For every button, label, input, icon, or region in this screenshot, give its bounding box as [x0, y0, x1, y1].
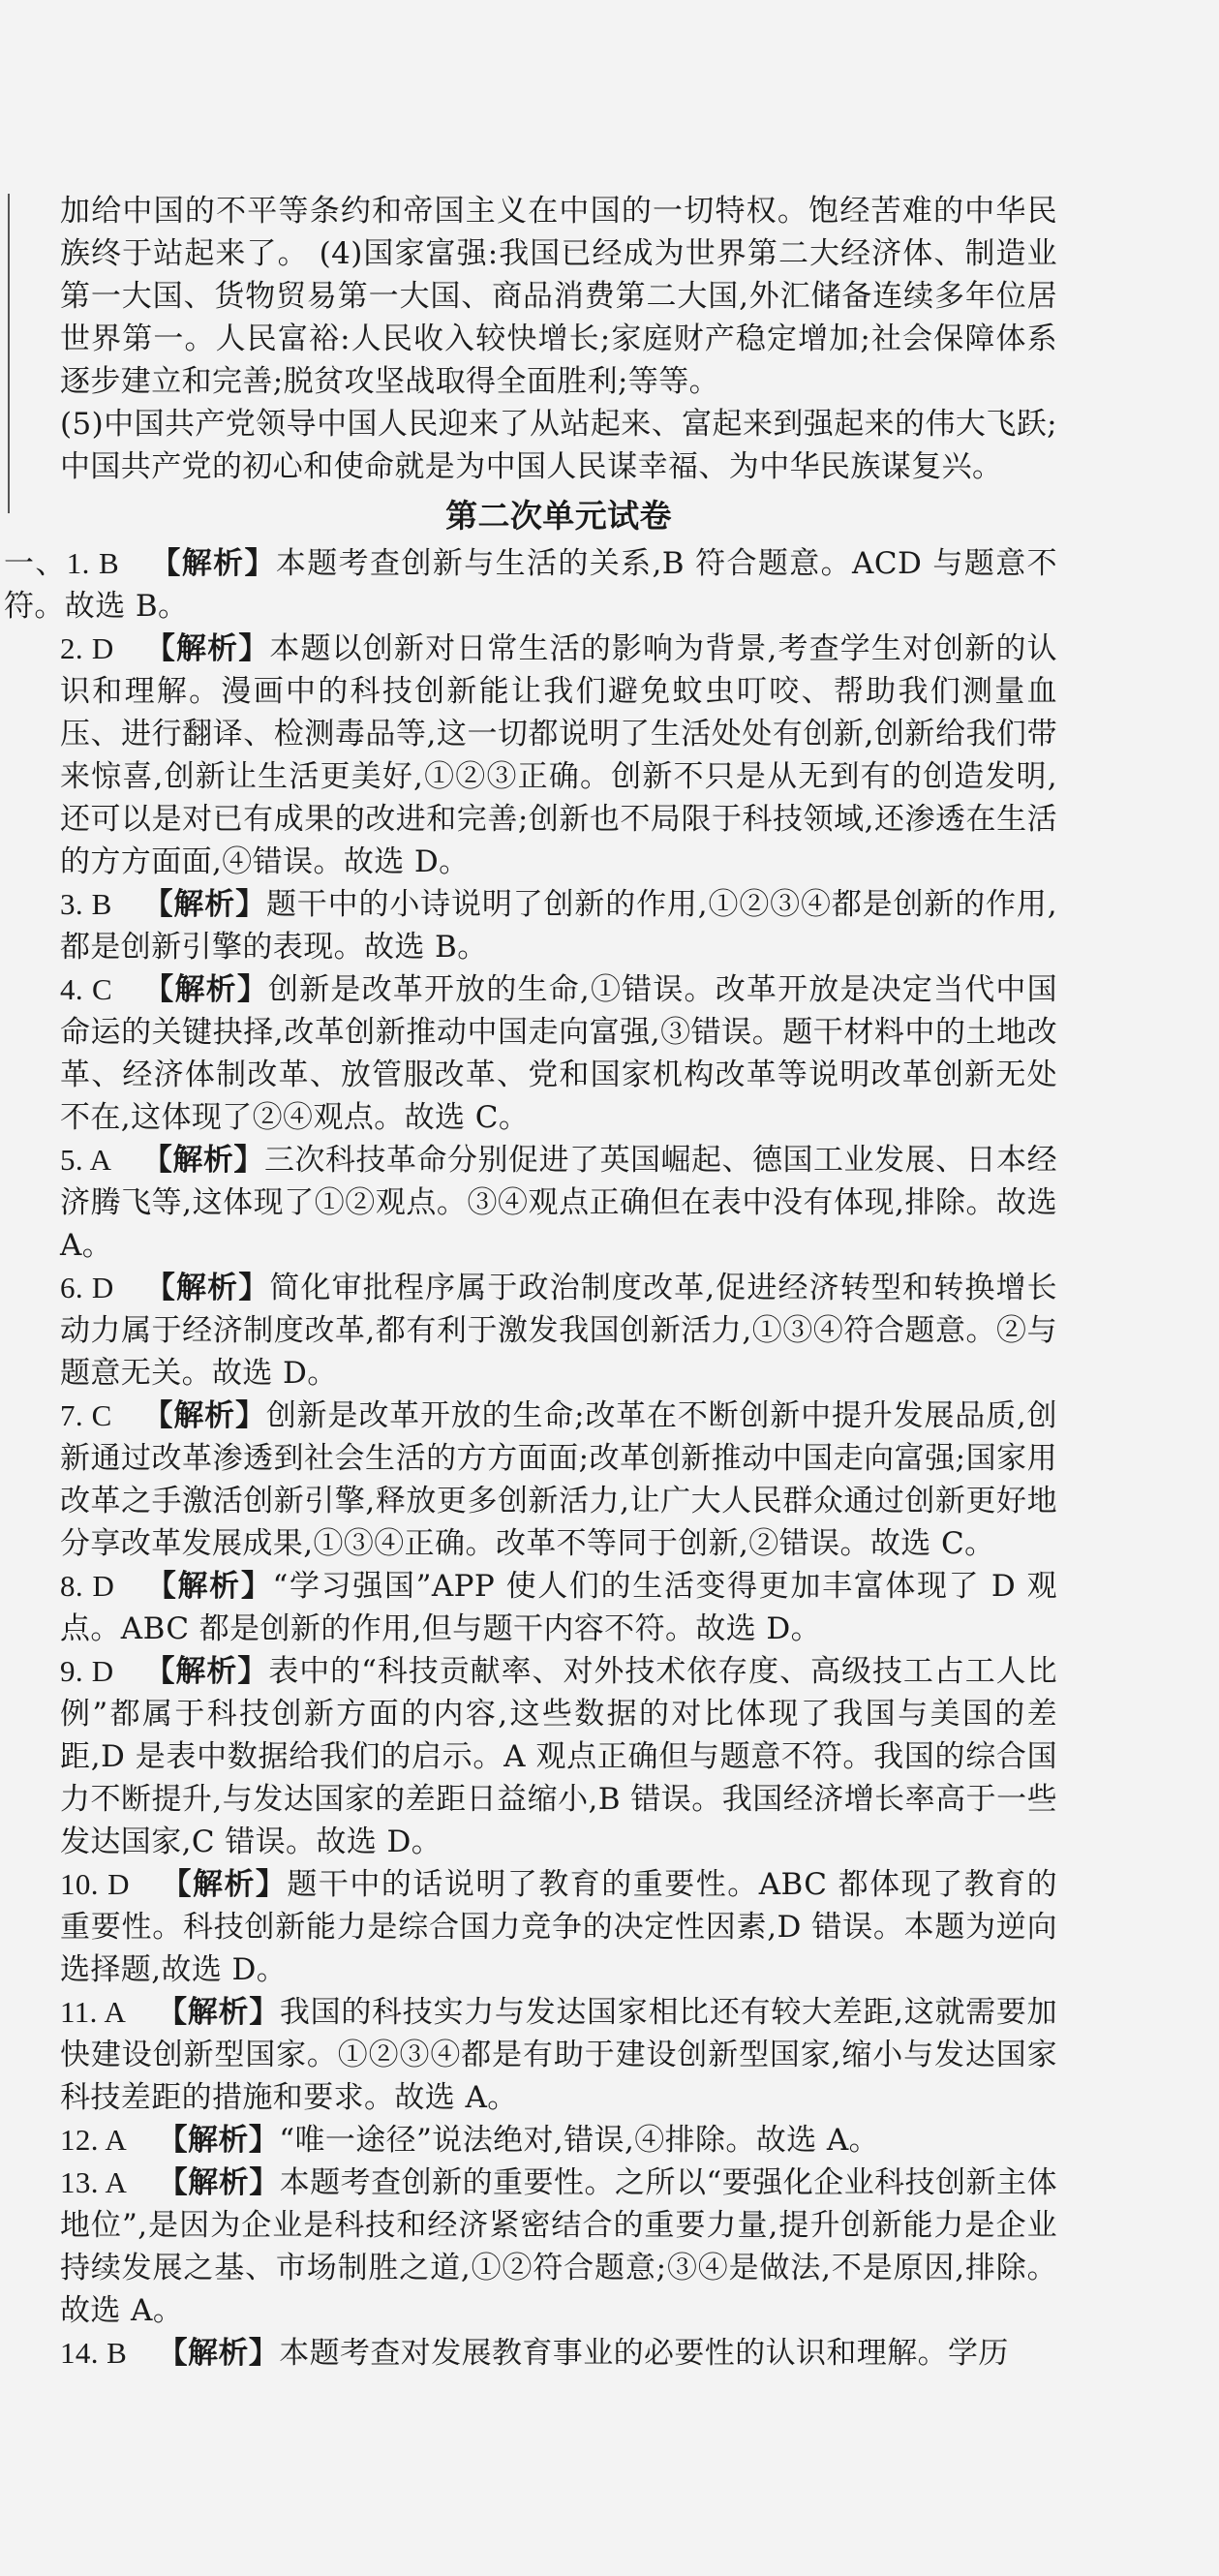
- analysis-tag: 【解析】: [144, 1569, 273, 1604]
- answer-item: [60, 968, 1057, 1139]
- answer-text: 本题考查创新与生活的关系,B 符合题意。ACD 与题意不符。故选 B。: [4, 546, 1057, 624]
- answer-number: 7. C: [60, 1398, 112, 1432]
- answer-item: [60, 1650, 1057, 1863]
- analysis-tag: 【解析】: [157, 2336, 280, 2371]
- answer-text: 三次科技革命分别促进了英国崛起、德国工业发展、日本经济腾飞等,这体现了①②观点。③④观点正确但在表中没有体现,排除。故选 A。: [60, 1143, 1057, 1263]
- answer-content: [4, 190, 1058, 2375]
- analysis-tag: 【解析】: [142, 1398, 266, 1433]
- analysis-tag: 【解析】: [144, 631, 270, 666]
- analysis-tag: 【解析】: [144, 1271, 270, 1305]
- analysis-tag: 【解析】: [156, 1995, 280, 2030]
- analysis-tag: 【解析】: [160, 1867, 288, 1902]
- answer-number: 10. D: [60, 1867, 130, 1901]
- answer-text: 本题考查对发展教育事业的必要性的认识和理解。学历: [279, 2336, 1009, 2371]
- margin-rule: [8, 194, 10, 513]
- answer-item: [60, 2162, 1057, 2332]
- intro-paragraph: (5)中国共产党领导中国人民迎来了从站起来、富起来到强起来的伟大飞跃;中国共产党的初心和使命就是为中国人民谋幸福、为中华民族谋复兴。: [60, 407, 1057, 484]
- answer-number: 3. B: [60, 887, 112, 921]
- answer-number: 9. D: [60, 1654, 114, 1688]
- answer-item: [60, 2119, 1057, 2162]
- answer-text: 题干中的小诗说明了创新的作用,①②③④都是创新的作用,都是创新引擎的表现。故选 B。: [60, 887, 1058, 965]
- answer-item: [60, 883, 1057, 968]
- answer-number: 12. A: [60, 2123, 128, 2157]
- answer-text: 本题以创新对日常生活的影响为背景,考查学生对创新的认识和理解。漫画中的科技创新能让我们避免蚊虫叮咬、帮助我们测量血压、进行翻译、检测毒品等,这一切都说明了生活处处有创新,创新给我们带来惊喜,创新让生活更美好,①②③正确。创新不只是从无到有的创造发明,还可以是对已有成果的改进和完善;创新也不局限于科技领域,还渗透在生活的方方面面,④错误。故选 D。: [60, 631, 1057, 879]
- analysis-tag: 【解析】: [141, 1143, 264, 1178]
- analysis-tag: 【解析】: [142, 887, 266, 922]
- answer-item: [4, 542, 1057, 628]
- answer-item: [60, 1991, 1057, 2119]
- answer-number: 6. D: [60, 1271, 114, 1304]
- answer-text: 本题考查创新的重要性。之所以“要强化企业科技创新主体地位”,是因为企业是科技和经济紧密结合的重要力量,提升创新能力是企业持续发展之基、市场制胜之道,①②符合题意;③④是做法,不是原因,排除。故选 A。: [60, 2165, 1057, 2328]
- answer-text: 创新是改革开放的生命;改革在不断创新中提升发展品质,创新通过改革渗透到社会生活的方方面面;改革创新推动中国走向富强;国家用改革之手激活创新引擎,释放更多创新活力,让广大人民群众通过创新更好地分享改革发展成果,①③④正确。改革不等同于创新,②错误。故选 C。: [60, 1398, 1057, 1561]
- answer-item: [60, 628, 1057, 883]
- section-title: 第二次单元试卷: [445, 497, 672, 535]
- answer-text: 我国的科技实力与发达国家相比还有较大差距,这就需要加快建设创新型国家。①②③④都是有助于建设创新型国家,缩小与发达国家科技差距的措施和要求。故选 A。: [60, 1995, 1057, 2115]
- answer-text: “学习强国”APP 使人们的生活变得更加丰富体现了 D 观点。ABC 都是创新的作用,但与题干内容不符。故选 D。: [60, 1569, 1057, 1646]
- answer-item: [60, 1395, 1057, 1565]
- answer-number: 5. A: [60, 1143, 112, 1177]
- answer-item: [60, 1139, 1057, 1267]
- answer-item: [60, 1565, 1057, 1650]
- answer-number: 8. D: [60, 1569, 115, 1603]
- answer-number: 14. B: [60, 2336, 128, 2370]
- answer-number: 13. A: [60, 2165, 128, 2199]
- analysis-tag: 【解析】: [157, 2165, 280, 2200]
- analysis-tag: 【解析】: [143, 1654, 269, 1689]
- answer-text: 简化审批程序属于政治制度改革,促进经济转型和转换增长动力属于经济制度改革,都有利于激发我国创新活力,①③④符合题意。②与题意无关。故选 D。: [60, 1271, 1057, 1391]
- answer-item: [60, 1267, 1057, 1395]
- analysis-tag: 【解析】: [142, 972, 269, 1007]
- intro-paragraph: 加给中国的不平等条约和帝国主义在中国的一切特权。饱经苦难的中华民族终于站起来了。 (4)国家富强:我国已经成为世界第二大经济体、制造业第一大国、货物贸易第一大国、商品消费第二大国,外汇储备连续多年位居世界第一。人民富裕:人民收入较快增长;家庭财产稳定增加;社会保障体系逐步建立和完善;脱贫攻坚战取得全面胜利;等等。: [60, 194, 1057, 399]
- answer-item: [60, 2332, 1057, 2375]
- analysis-tag: 【解析】: [157, 2123, 280, 2158]
- answer-number: 11. A: [60, 1995, 127, 2029]
- answer-number: 一、1. B: [4, 546, 120, 580]
- answer-text: 题干中的话说明了教育的重要性。ABC 都体现了教育的重要性。科技创新能力是综合国力竞争的决定性因素,D 错误。本题为逆向选择题,故选 D。: [60, 1867, 1058, 1987]
- answer-number: 2. D: [60, 631, 114, 665]
- analysis-tag: 【解析】: [149, 546, 276, 581]
- answer-number: 4. C: [60, 972, 113, 1006]
- answer-text: 表中的“科技贡献率、对外技术依存度、高级技工占工人比例”都属于科技创新方面的内容,这些数据的对比体现了我国与美国的差距,D 是表中数据给我们的启示。A 观点正确但与题意不符。我国的综合国力不断提升,与发达国家的差距日益缩小,B 错误。我国经济增长率高于一些发达国家,C 错误。故选 D。: [60, 1654, 1057, 1859]
- answer-list: [4, 542, 1058, 2375]
- answer-item: [60, 1863, 1057, 1991]
- answer-text: “唯一途径”说法绝对,错误,④排除。故选 A。: [279, 2123, 880, 2158]
- answer-text: 创新是改革开放的生命,①错误。改革开放是决定当代中国命运的关键抉择,改革创新推动中国走向富强,③错误。题干材料中的土地改革、经济体制改革、放管服改革、党和国家机构改革等说明改革创新无处不在,这体现了②④观点。故选 C。: [60, 972, 1057, 1135]
